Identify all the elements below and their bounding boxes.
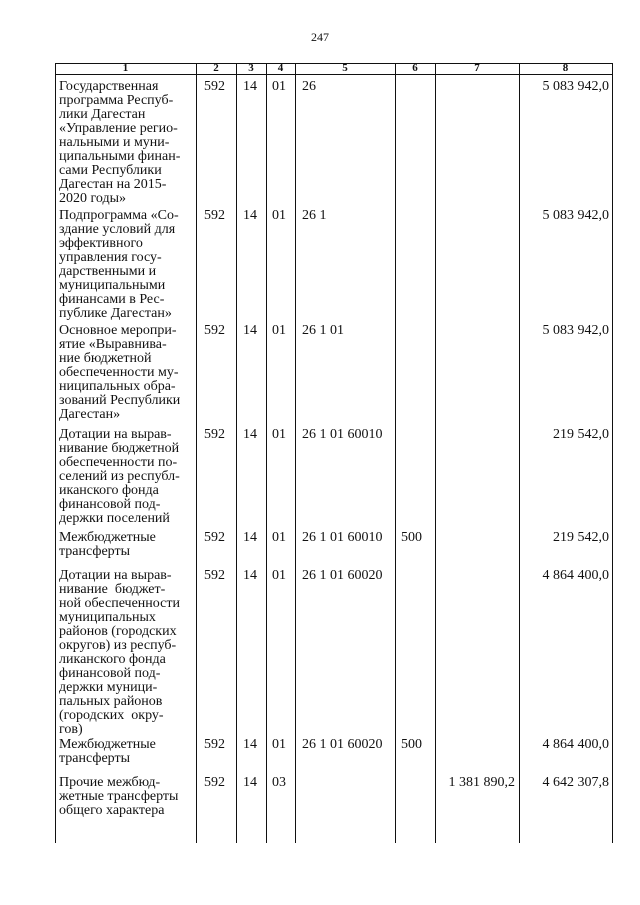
cell-ministry-code: 592 [204, 530, 225, 545]
column-header-4: 4 [277, 62, 284, 74]
cell-amount-8: 5 083 942,0 [542, 79, 609, 94]
cell-expense-type: 500 [401, 737, 422, 752]
budget-table [55, 63, 613, 843]
row-name: Основное меропри- ятие «Выравнива- ние бюджетной обеспеченности му- ниципальных обра- зований Республики Дагестан» [59, 323, 181, 422]
column-header-1: 1 [122, 62, 129, 74]
cell-target-code: 26 1 01 60010 [302, 427, 383, 442]
table-left-border [55, 63, 56, 843]
cell-amount-7: 1 381 890,2 [448, 775, 515, 790]
column-divider [236, 63, 237, 843]
column-divider [519, 63, 520, 843]
column-header-6: 6 [412, 62, 418, 74]
cell-amount-8: 5 083 942,0 [542, 323, 609, 338]
cell-section-code: 14 [243, 323, 257, 338]
cell-amount-8: 219 542,0 [553, 530, 609, 545]
cell-target-code: 26 1 01 60020 [302, 568, 383, 583]
column-header-5: 5 [342, 62, 348, 74]
row-name: Межбюджетные трансферты [59, 737, 156, 766]
cell-subsection-code: 01 [272, 323, 286, 338]
cell-subsection-code: 01 [272, 568, 286, 583]
row-name: Подпрограмма «Со- здание условий для эффективного управления госу- дарственными и муниципальными финансами в Рес- публике Дагестан» [59, 208, 179, 321]
cell-ministry-code: 592 [204, 208, 225, 223]
column-divider [435, 63, 436, 843]
cell-section-code: 14 [243, 208, 257, 223]
cell-target-code: 26 1 01 60020 [302, 737, 383, 752]
cell-amount-8: 4 864 400,0 [542, 737, 609, 752]
cell-section-code: 14 [243, 775, 257, 790]
cell-ministry-code: 592 [204, 775, 225, 790]
cell-subsection-code: 03 [272, 775, 286, 790]
cell-section-code: 14 [243, 427, 257, 442]
row-name: Государственная программа Респуб- лики Дагестан «Управление регио- нальными и муни- ципальными финан- сами Республики Дагестан на 2015- 2020 годы» [59, 79, 181, 206]
cell-target-code: 26 1 01 [302, 323, 344, 338]
cell-ministry-code: 592 [204, 737, 225, 752]
cell-ministry-code: 592 [204, 568, 225, 583]
cell-ministry-code: 592 [204, 323, 225, 338]
cell-target-code: 26 1 01 60010 [302, 530, 383, 545]
cell-amount-8: 4 642 307,8 [542, 775, 609, 790]
cell-target-code: 26 1 [302, 208, 327, 223]
row-name: Межбюджетные трансферты [59, 530, 156, 559]
cell-section-code: 14 [243, 568, 257, 583]
cell-expense-type: 500 [401, 530, 422, 545]
cell-amount-8: 5 083 942,0 [542, 208, 609, 223]
cell-ministry-code: 592 [204, 427, 225, 442]
row-name: Дотации на вырав- нивание бюджет- ной обеспеченности муниципальных районов (городских округов) из респуб- ликанского фонда финансовой под- держки муници- пальных районов (городских окру- гов) [59, 568, 180, 737]
cell-section-code: 14 [243, 737, 257, 752]
cell-target-code: 26 [302, 79, 316, 94]
column-divider [266, 63, 267, 843]
column-divider [395, 63, 396, 843]
cell-subsection-code: 01 [272, 427, 286, 442]
header-bottom-border [55, 74, 613, 75]
cell-ministry-code: 592 [204, 79, 225, 94]
cell-amount-8: 4 864 400,0 [542, 568, 609, 583]
column-header-7: 7 [474, 62, 480, 74]
cell-subsection-code: 01 [272, 530, 286, 545]
cell-subsection-code: 01 [272, 737, 286, 752]
cell-section-code: 14 [243, 530, 257, 545]
cell-subsection-code: 01 [272, 79, 286, 94]
table-right-border [612, 63, 613, 843]
column-header-3: 3 [248, 62, 254, 74]
page-number: 247 [311, 30, 329, 44]
row-name: Прочие межбюд- жетные трансферты общего характера [59, 775, 179, 818]
column-header-8: 8 [562, 62, 569, 74]
column-divider [196, 63, 197, 843]
cell-section-code: 14 [243, 79, 257, 94]
cell-subsection-code: 01 [272, 208, 286, 223]
column-divider [295, 63, 296, 843]
column-header-2: 2 [213, 62, 219, 74]
row-name: Дотации на вырав- нивание бюджетной обеспеченности по- селений из республ- иканского фонда финансовой под- держки поселений [59, 427, 180, 526]
cell-amount-8: 219 542,0 [553, 427, 609, 442]
